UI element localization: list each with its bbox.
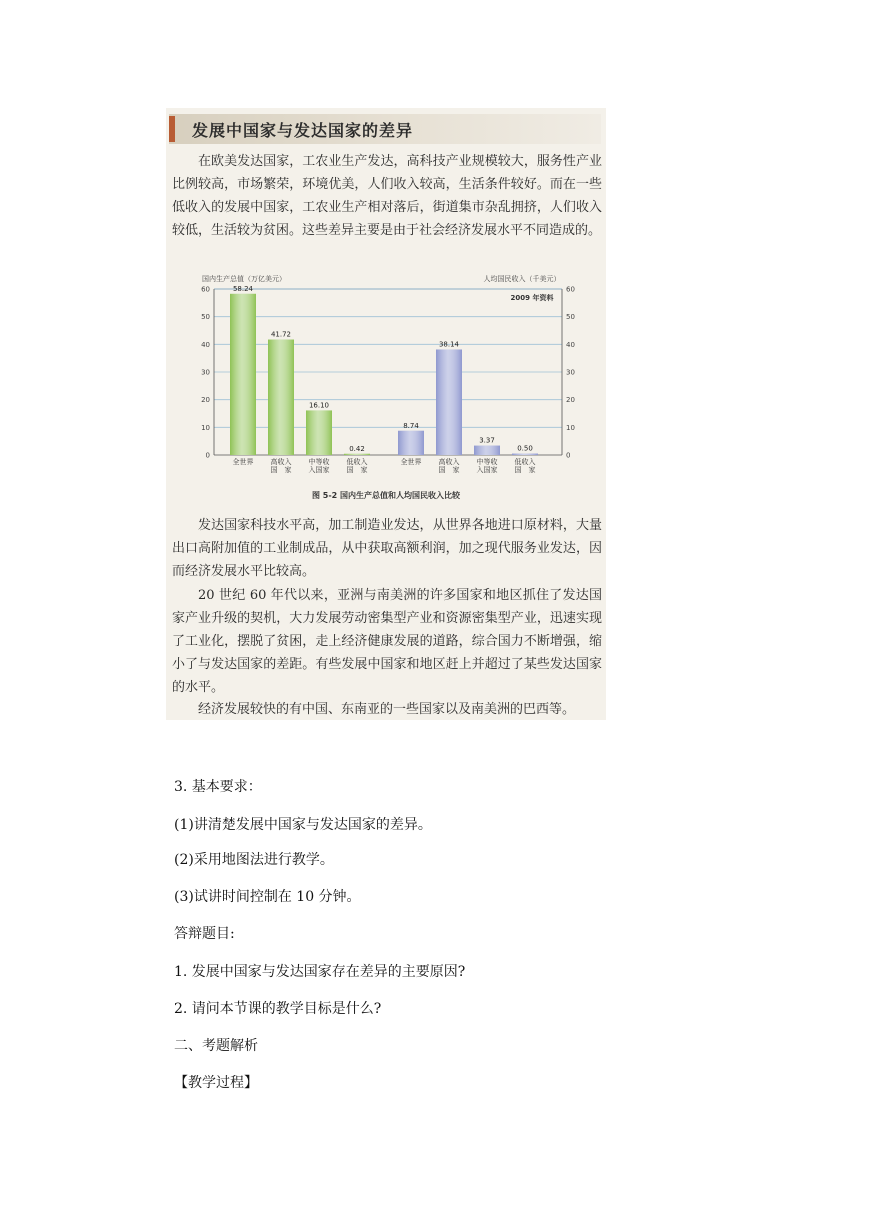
qa-title: 答辩题目:: [174, 926, 235, 942]
paragraph-1: 在欧美发达国家，工农业生产发达，高科技产业规模较大，服务性产业比例较高，市场繁荣，环境优美，人们收入较高，生活条件较好。而在一些低收入的发展中国家，工农业生产相对落后，街道集市杂乱拥挤，人们收入较低，生活较为贫困。这些差异主要是由于社会经济发展水平不同造成的。: [172, 154, 602, 238]
section-exam-analysis: 二、考题解析: [174, 1038, 258, 1054]
category-label: 入国家: [476, 466, 498, 474]
requirement-1: (1)讲清楚发展中国家与发达国家的差异。: [174, 817, 432, 833]
paragraph-4: 经济发展较快的有中国、东南亚的一些国家以及南美洲的巴西等。: [198, 702, 576, 717]
question-2: 2. 请问本节课的教学目标是什么?: [174, 1001, 382, 1017]
data-label: 16.10: [308, 401, 330, 410]
tick-label-right: 0: [566, 451, 571, 460]
bar-highlight: [512, 454, 538, 455]
bar-highlight: [398, 431, 424, 455]
data-year-annotation: 2009 年资料: [510, 294, 554, 302]
tick-label-left: 10: [201, 423, 210, 432]
tick-label-left: 0: [205, 451, 210, 460]
data-label: 38.14: [438, 340, 460, 349]
tick-label-left: 30: [201, 368, 210, 377]
requirement-2: (2)采用地图法进行教学。: [174, 852, 334, 868]
data-label: 3.37: [479, 436, 495, 445]
teaching-process-title: 【教学过程】: [174, 1075, 258, 1091]
category-label: 低收入: [346, 458, 368, 466]
data-label: 8.74: [403, 421, 419, 430]
data-label: 0.42: [349, 444, 365, 453]
tick-label-left: 50: [201, 313, 210, 322]
paragraph-2: 发达国家科技水平高，加工制造业发达，从世界各地进口原材料，大量出口高附加值的工业制成品，从中获取高额利润，加之现代服务业发达，因而经济发展水平比较高。: [172, 518, 602, 579]
tick-label-right: 60: [566, 285, 575, 294]
category-label: 低收入: [514, 458, 536, 466]
tick-label-left: 20: [201, 396, 210, 405]
section-heading: 发展中国家与发达国家的差异: [192, 121, 414, 140]
bar-highlight: [344, 454, 370, 455]
gdp-income-chart: [166, 272, 606, 488]
textbook-page-scan: [166, 108, 606, 720]
question-1: 1. 发展中国家与发达国家存在差异的主要原因?: [174, 964, 466, 980]
tick-label-right: 50: [566, 313, 575, 322]
bar-highlight: [230, 294, 256, 455]
tick-label-right: 20: [566, 396, 575, 405]
category-label: 中等收: [476, 458, 498, 466]
requirement-3: (3)试讲时间控制在 10 分钟。: [174, 889, 361, 905]
data-label: 58.24: [232, 284, 254, 293]
category-label: 高收入: [438, 458, 460, 466]
data-label: 41.72: [270, 330, 292, 339]
tick-label-left: 60: [201, 285, 210, 294]
tick-label-right: 30: [566, 368, 575, 377]
category-label: 高收入: [270, 458, 292, 466]
category-label: 国 家: [270, 466, 292, 474]
category-label: 全世界: [400, 458, 422, 466]
requirements-title: 3. 基本要求：: [174, 779, 262, 795]
bar-highlight: [436, 349, 462, 455]
category-label: 全世界: [232, 458, 254, 466]
tick-label-right: 10: [566, 423, 575, 432]
data-label: 0.50: [517, 444, 533, 453]
bar-highlight: [474, 446, 500, 455]
category-label: 国 家: [346, 466, 368, 474]
tick-label-right: 40: [566, 340, 575, 349]
paragraph-3: 20 世纪 60 年代以来，亚洲与南美洲的许多国家和地区抓住了发达国家产业升级的契机，大力发展劳动密集型产业和资源密集型产业，迅速实现了工业化，摆脱了贫困，走上经济健康发展的道路，综合国力不断增强，缩小了与发达国家的差距。有些发展中国家和地区赶上并超过了某些发达国家的水平。: [172, 588, 602, 695]
category-label: 国 家: [514, 466, 536, 474]
y-axis-label-right: 人均国民收入（千美元）: [483, 275, 561, 283]
bar-highlight: [306, 410, 332, 455]
y-axis-label-left: 国内生产总值（万亿美元）: [202, 275, 286, 283]
figure-caption: 图 5-2 国内生产总值和人均国民收入比较: [311, 491, 461, 500]
category-label: 中等收: [308, 458, 330, 466]
heading-accent-mark: [169, 116, 175, 142]
bar-highlight: [268, 340, 294, 455]
category-label: 入国家: [308, 466, 330, 474]
tick-label-left: 40: [201, 340, 210, 349]
category-label: 国 家: [438, 466, 460, 474]
